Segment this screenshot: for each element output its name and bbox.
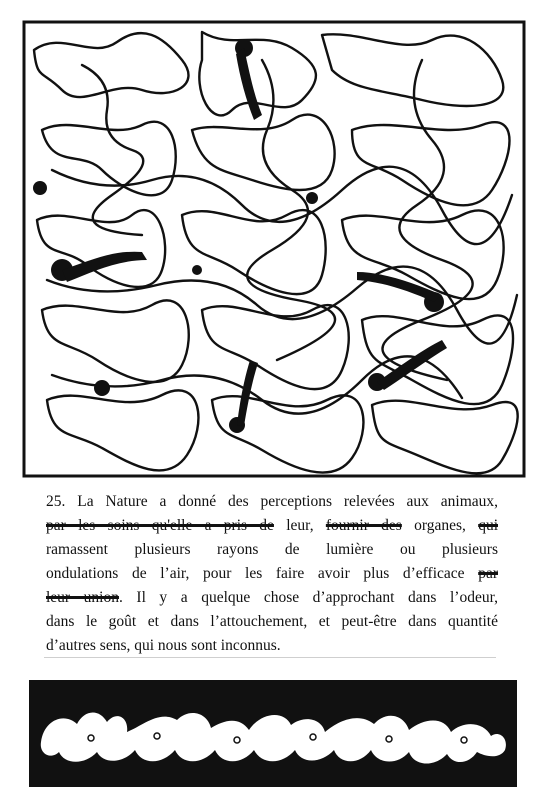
maze-drawing: [22, 20, 526, 478]
maze-paths: [34, 32, 518, 473]
decorative-band: [29, 680, 517, 787]
text-segment: organes,: [401, 517, 479, 534]
band-drawing: [29, 680, 517, 787]
maze-illustration: [22, 20, 526, 478]
text-line-4: [46, 562, 498, 586]
text-line-2: [46, 514, 498, 538]
text-segment: d’autres sens, qui nous sont inconnus.: [46, 637, 281, 654]
struck-text: qui: [478, 517, 498, 534]
divider: [44, 657, 496, 658]
text-line-3: [46, 538, 498, 562]
struck-text: par: [478, 565, 498, 582]
maze-blobs: [33, 39, 447, 433]
text-segment: leur,: [273, 517, 326, 534]
text-line-5: [46, 586, 498, 610]
text-segment: ramassent plusieurs rayons de lumière ou plusieurs: [46, 541, 498, 558]
text-segment: ondulations de l’air, pour les faire avoir plus d’efficace: [46, 565, 479, 582]
text-segment: . Il y a quelque chose d’approchant dans l’odeur,: [118, 589, 498, 606]
paragraph-25: [46, 490, 498, 658]
text-line-1: [46, 490, 498, 514]
struck-text: leur union: [46, 589, 119, 606]
text-segment: dans le goût et dans l’attouchement, et peut-être dans quantité: [46, 613, 498, 630]
text-segment: 25. La Nature a donné des perceptions relevées aux animaux,: [46, 493, 498, 510]
text-line-6: [46, 610, 498, 634]
struck-text: fournir des: [325, 517, 402, 534]
text-line-7: [46, 634, 498, 658]
struck-text: par les soins qu'elle a pris de: [46, 517, 274, 534]
